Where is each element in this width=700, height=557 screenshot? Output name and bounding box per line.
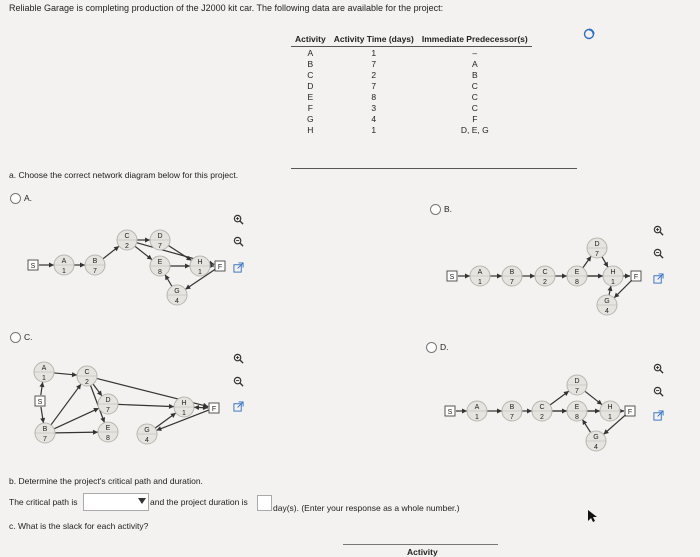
arrowhead <box>145 238 150 243</box>
zoom-in-icon[interactable] <box>233 353 244 364</box>
chevron-down-icon <box>138 498 146 504</box>
node-time: 8 <box>106 435 110 442</box>
arrowhead <box>497 409 502 414</box>
node-time: 1 <box>608 414 612 421</box>
finish-node <box>631 271 641 281</box>
node-time: 2 <box>543 279 547 286</box>
start-node <box>35 396 45 406</box>
svg-text:F: F <box>627 409 633 416</box>
activity-cell: B <box>307 58 314 69</box>
node-letter: D <box>157 233 163 240</box>
node-c <box>535 266 555 286</box>
bottom-rule <box>343 544 498 545</box>
svg-text:S: S <box>37 399 43 406</box>
node-time: 7 <box>106 407 110 414</box>
zoom-out-icon[interactable] <box>653 386 664 397</box>
node-letter: B <box>509 269 515 276</box>
node-time: 8 <box>575 414 579 421</box>
node-b <box>502 401 522 421</box>
start-node <box>447 271 457 281</box>
node-letter: H <box>607 404 613 411</box>
option-b-label: B. <box>444 204 453 214</box>
arrowhead <box>465 274 470 279</box>
predecessor-cell: C <box>471 80 478 91</box>
node-letter: B <box>509 404 515 411</box>
bottom-table-header: Activity <box>407 547 438 557</box>
finish-node <box>209 403 219 413</box>
option-c-radio[interactable] <box>10 332 21 343</box>
option-b-radio[interactable] <box>430 204 441 215</box>
node-letter: G <box>174 288 180 295</box>
node-time: 1 <box>198 269 202 276</box>
svg-text:S: S <box>447 409 453 416</box>
node-letter: E <box>574 269 580 276</box>
node-letter: B <box>42 426 48 433</box>
node-time: 8 <box>158 269 162 276</box>
expand-icon[interactable] <box>653 410 664 421</box>
node-letter: G <box>593 434 599 441</box>
node-g <box>597 295 617 315</box>
time-cell: 3 <box>371 102 377 113</box>
option-d-radio[interactable] <box>426 342 437 353</box>
option-a-label: A. <box>24 193 33 203</box>
activity-cell: A <box>307 47 314 58</box>
arrow <box>118 404 174 406</box>
arrowhead <box>598 274 603 279</box>
node-a <box>34 362 54 382</box>
finish-node <box>625 406 635 416</box>
node-time: 1 <box>475 414 479 421</box>
time-cell: 7 <box>371 58 377 69</box>
node-a <box>470 266 490 286</box>
arrowhead <box>49 263 54 268</box>
duration-label: and the project duration is <box>150 497 248 507</box>
col-time: Activity Time (days) <box>330 33 418 47</box>
arrowhead <box>40 418 45 423</box>
arrowhead <box>170 413 176 418</box>
node-g <box>137 424 157 444</box>
node-g <box>167 285 187 305</box>
zoom-in-icon[interactable] <box>233 214 244 225</box>
critical-path-dropdown[interactable] <box>83 493 149 511</box>
node-time: 7 <box>575 388 579 395</box>
node-letter: A <box>61 258 67 265</box>
node-letter: H <box>181 400 187 407</box>
expand-icon[interactable] <box>233 401 244 412</box>
node-d <box>587 238 607 258</box>
node-b <box>85 255 105 275</box>
arrowhead <box>93 430 98 435</box>
node-a <box>54 255 74 275</box>
svg-text:F: F <box>217 264 223 271</box>
node-e <box>150 256 170 276</box>
node-time: 7 <box>43 436 47 443</box>
arrowhead <box>497 274 502 279</box>
activity-cell: C <box>307 69 314 80</box>
node-letter: E <box>157 259 163 266</box>
node-letter: C <box>542 269 548 276</box>
col-predecessors: Immediate Predecessor(s) <box>418 33 532 47</box>
node-letter: E <box>105 425 111 432</box>
node-letter: C <box>84 369 90 376</box>
node-letter: D <box>594 241 600 248</box>
node-c <box>532 401 552 421</box>
predecessor-cell: D, E, G <box>460 124 489 135</box>
node-letter: G <box>144 427 150 434</box>
node-time: 1 <box>42 375 46 382</box>
activity-cell: H <box>307 124 314 135</box>
node-h <box>603 266 623 286</box>
svg-text:S: S <box>30 263 36 270</box>
intro-text: Reliable Garage is completing production of the J2000 kit car. The following data are available for the project: <box>9 3 444 13</box>
time-cell: 7 <box>371 80 377 91</box>
node-time: 7 <box>510 414 514 421</box>
node-time: 4 <box>175 298 179 305</box>
arrowhead <box>586 256 591 262</box>
node-d <box>150 230 170 250</box>
node-time: 2 <box>85 379 89 386</box>
node-letter: D <box>105 397 111 404</box>
critical-path-label: The critical path is <box>9 497 78 507</box>
predecessor-cell: A <box>471 58 478 69</box>
time-cell: 8 <box>371 91 377 102</box>
node-b <box>502 266 522 286</box>
zoom-out-icon[interactable] <box>233 236 244 247</box>
node-h <box>190 256 210 276</box>
activity-cell: G <box>307 113 314 124</box>
svg-text:F: F <box>633 274 639 281</box>
node-letter: D <box>574 378 580 385</box>
predecessor-cell: C <box>471 91 478 102</box>
node-h <box>174 397 194 417</box>
part-a-prompt: a. Choose the correct network diagram below for this project. <box>9 170 239 180</box>
node-b <box>35 423 55 443</box>
zoom-out-icon[interactable] <box>653 248 664 259</box>
arrowhead <box>608 286 613 291</box>
arrowhead <box>76 384 81 390</box>
option-d-label: D. <box>440 342 449 352</box>
node-letter: C <box>124 233 130 240</box>
arrow <box>55 432 98 433</box>
node-time: 7 <box>93 268 97 275</box>
arrowhead <box>462 409 467 414</box>
predecessor-cell: – <box>472 47 478 58</box>
arrowhead <box>185 285 191 290</box>
node-g <box>586 431 606 451</box>
node-letter: E <box>574 404 580 411</box>
col-activity: Activity <box>291 33 330 47</box>
option-c-label: C. <box>24 332 33 342</box>
expand-icon[interactable] <box>233 262 244 273</box>
time-cell: 1 <box>371 47 377 58</box>
arrowhead <box>80 263 85 268</box>
node-d <box>567 375 587 395</box>
node-time: 7 <box>158 243 162 250</box>
node-c <box>117 230 137 250</box>
node-time: 1 <box>478 279 482 286</box>
node-time: 2 <box>540 414 544 421</box>
node-time: 1 <box>182 410 186 417</box>
node-time: 2 <box>125 243 129 250</box>
arrowhead <box>72 372 77 377</box>
node-e <box>567 401 587 421</box>
arrowhead <box>185 264 190 269</box>
node-time: 4 <box>605 308 609 315</box>
node-a <box>467 401 487 421</box>
start-node <box>28 260 38 270</box>
arrowhead <box>625 274 630 279</box>
node-time: 7 <box>595 251 599 258</box>
activity-cell: E <box>307 91 314 102</box>
predecessor-cell: F <box>472 113 478 124</box>
time-cell: 1 <box>371 124 377 135</box>
time-cell: 4 <box>371 113 377 124</box>
node-letter: A <box>41 365 47 372</box>
node-time: 4 <box>594 444 598 451</box>
arrowhead <box>530 274 535 279</box>
arrowhead <box>527 409 532 414</box>
part-c-prompt: c. What is the slack for each activity? <box>9 521 149 531</box>
node-e <box>567 266 587 286</box>
node-time: 7 <box>510 279 514 286</box>
predecessor-cell: B <box>471 69 478 80</box>
node-time: 1 <box>62 268 66 275</box>
arrowhead <box>562 274 567 279</box>
node-time: 4 <box>145 437 149 444</box>
node-c <box>77 366 97 386</box>
cursor-icon <box>587 509 597 523</box>
node-letter: C <box>539 404 545 411</box>
node-e <box>98 422 118 442</box>
node-d <box>98 394 118 414</box>
svg-text:S: S <box>449 274 455 281</box>
activity-cell: D <box>307 80 314 91</box>
duration-input[interactable] <box>257 495 272 511</box>
activity-cell: F <box>307 102 313 113</box>
finish-node <box>215 261 225 271</box>
zoom-out-icon[interactable] <box>233 376 244 387</box>
arrowhead <box>169 404 174 409</box>
expand-icon[interactable] <box>653 273 664 284</box>
predecessor-cell: C <box>471 102 478 113</box>
node-letter: G <box>604 298 610 305</box>
arrowhead <box>595 409 600 414</box>
zoom-in-icon[interactable] <box>653 225 664 236</box>
time-cell: 2 <box>371 69 377 80</box>
node-letter: H <box>197 259 203 266</box>
node-letter: A <box>477 269 483 276</box>
duration-suffix: day(s). (Enter your response as a whole number.) <box>273 503 460 513</box>
node-letter: B <box>92 258 98 265</box>
svg-text:F: F <box>211 406 217 413</box>
part-b-prompt: b. Determine the project's critical path and duration. <box>9 476 203 486</box>
node-letter: A <box>474 404 480 411</box>
node-h <box>600 401 620 421</box>
zoom-in-icon[interactable] <box>653 363 664 374</box>
arrowhead <box>563 391 569 396</box>
node-letter: H <box>610 269 616 276</box>
node-time: 8 <box>575 279 579 286</box>
node-time: 1 <box>611 279 615 286</box>
start-node <box>445 406 455 416</box>
